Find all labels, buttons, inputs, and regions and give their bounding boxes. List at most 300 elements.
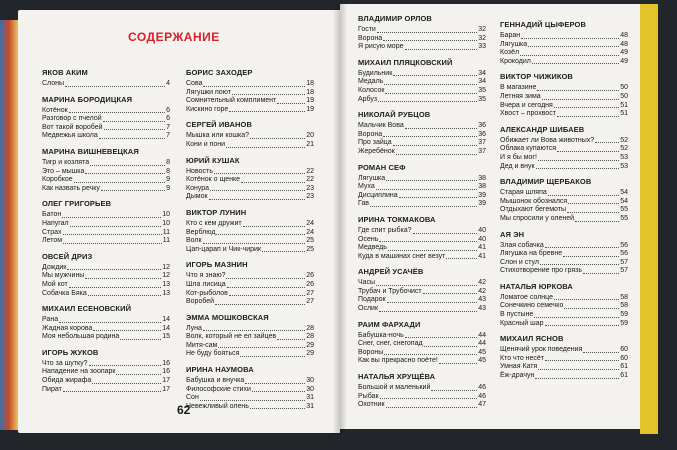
dot-leader [70,226,162,227]
entry-page-number: 23 [306,193,314,201]
dot-leader [277,339,305,340]
dot-leader [203,243,306,244]
toc-entry [500,84,628,93]
entry-page-number: 41 [478,244,486,252]
toc-entry [186,403,314,412]
entry-page-number: 38 [478,183,486,191]
entry-page-number: 33 [478,43,486,51]
toc-entry [358,70,486,79]
entry-page-number: 54 [620,197,628,205]
author-name: МИХАИЛ ЯСНОВ [500,334,564,344]
toc-entry [358,244,486,253]
toc-entry [500,102,628,111]
entry-title: Обида жирафа [42,377,92,385]
entry-title: Сонечкино семечко [500,302,564,310]
toc-entry [42,386,170,395]
entry-title: Ворона [358,130,383,138]
entry-page-number: 28 [306,333,314,341]
entry-title: Гости [358,26,376,33]
dot-leader [85,278,161,279]
author-name: ВЛАДИМИР ОРЛОВ [358,14,432,23]
entry-title: Летняя зима [500,92,541,100]
toc-column-1 [42,68,170,400]
page-number: 62 [177,403,191,417]
entry-title: В пустыне [500,311,534,319]
toc-entry [500,294,628,303]
toc-entry [42,281,170,290]
toc-entry [186,237,314,246]
entry-title: Кто с кем дружит [186,219,242,227]
entry-page-number: 28 [306,324,314,332]
dot-leader [69,287,161,288]
toc-column-4 [500,20,628,387]
entry-title: Лягушка на бревне [500,250,563,258]
entry-title: Колосок [358,86,385,94]
entry-page-number: 58 [620,293,628,301]
dot-leader [59,322,161,323]
entry-title: Что за шутку? [42,359,88,367]
toc-author-block [358,267,486,313]
toc-entry [42,290,170,299]
entry-title: Сон [186,394,199,402]
author-name: ГЕННАДИЙ ЦЫФЕРОВ [500,20,586,29]
toc-entry [500,242,628,251]
toc-author-block [358,215,486,261]
entry-title: Вчера и сегодня [500,101,553,109]
entry-title: Верблюд [186,228,216,236]
entry-title: Мальчик Вова [358,122,404,130]
dot-leader [370,206,477,207]
entry-title: Лягушки поют [186,88,231,96]
toc-entry [42,107,170,116]
dot-leader [386,180,477,181]
toc-entry [42,316,170,325]
toc-entry [500,110,628,119]
entry-title: Кот-рыболов [186,289,228,297]
toc-author-block [358,58,486,104]
toc-entry [358,349,486,358]
entry-title: Кони и пони [186,140,226,148]
dot-leader [583,273,619,274]
dot-leader [537,90,619,91]
entry-page-number: 22 [306,167,314,175]
dot-leader [563,256,619,257]
entry-page-number: 23 [306,184,314,192]
entry-title: Щенячий урок поведения [500,346,583,354]
dot-leader [385,93,477,94]
toc-entry [186,132,314,141]
entry-page-number: 8 [166,167,170,175]
entry-page-number: 47 [478,401,486,409]
toc-entry [186,141,314,150]
entry-title: Дождик [42,263,67,271]
dot-leader [226,147,305,148]
toc-entry [186,281,314,290]
toc-entry [358,148,486,157]
entry-page-number: 24 [306,228,314,236]
toc-author-block [186,68,314,114]
entry-page-number: 55 [620,214,628,222]
dot-leader [557,116,619,117]
entry-page-number: 44 [478,331,486,339]
entry-page-number: 48 [620,32,628,39]
entry-title: Летом [42,237,63,245]
dot-leader [554,299,619,300]
entry-title: Медаль [358,78,384,86]
entry-title: Обижает ли Вова животных? [500,136,595,144]
entry-title: Часы [358,279,376,287]
author-name: АЯ ЭН [500,229,525,239]
dot-leader [67,269,161,270]
entry-title: Хвост – прохвост [500,110,556,118]
toc-entry [42,229,170,238]
entry-page-number: 41 [478,252,486,260]
dot-leader [548,195,619,196]
toc-entry [42,360,170,369]
author-name: ИРИНА НАУМОВА [186,365,254,375]
dot-leader [388,250,477,251]
entry-page-number: 9 [166,176,170,184]
author-name: АНДРЕЙ УСАЧЁВ [358,267,424,277]
dot-leader [120,339,161,340]
entry-page-number: 59 [620,311,628,319]
dot-leader [545,325,620,326]
author-name: ЮРИЙ КУШАК [186,155,240,165]
dot-leader [62,217,161,218]
entry-page-number: 8 [166,158,170,166]
author-name: МАРИНА ВИШНЕВЕЦКАЯ [42,146,139,156]
toc-author-block [500,230,628,276]
dot-leader [376,189,477,190]
toc-entry [500,32,628,41]
entry-page-number: 35 [478,86,486,94]
toc-entry [42,185,170,194]
dot-leader [65,86,165,87]
entry-title: Где спит рыбка? [358,226,412,234]
entry-page-number: 55 [620,206,628,214]
entry-title: Нападение на зоопарк [42,368,116,376]
entry-title: Медведь [358,244,387,252]
dot-leader [216,234,305,235]
entry-title: Лягушка [358,174,386,182]
toc-entry [500,93,628,102]
toc-entry [358,227,486,236]
toc-column-3 [358,14,486,416]
entry-page-number: 59 [620,319,628,327]
entry-page-number: 40 [478,235,486,243]
dot-leader [63,243,162,244]
entry-page-number: 43 [478,305,486,313]
entry-title: Новость [186,167,213,175]
author-name: РОМАН СЕФ [358,162,406,172]
author-name: ЯКОВ АКИМ [42,68,88,77]
dot-leader [383,40,477,41]
toc-entry [186,386,314,395]
dot-leader [379,311,477,312]
author-name: ИГОРЬ МАЗНИН [186,260,248,270]
dot-leader [90,165,165,166]
entry-title: Я рисую море [358,43,404,51]
author-name: БОРИС ЗАХОДЕР [186,68,253,77]
dot-leader [232,94,305,95]
entry-title: Облака купаются [500,145,557,153]
dot-leader [405,128,477,129]
toc-entry [186,185,314,194]
toc-entry [186,246,314,255]
dot-leader [229,111,305,112]
entry-page-number: 13 [162,280,170,288]
dot-leader [387,302,478,303]
entry-title: Моя небольшая родина [42,333,120,341]
entry-title: Воробей [186,298,215,306]
toc-entry [42,368,170,377]
dot-leader [99,138,165,139]
dot-leader [92,383,161,384]
entry-title: Цап-царап и Чик-чирик [186,245,262,253]
toc-entry [500,320,628,329]
entry-page-number: 12 [162,272,170,280]
author-name: МИХАИЛ ЕСЕНОВСКИЙ [42,304,132,314]
toc-entry [42,176,170,185]
entry-page-number: 18 [306,80,314,87]
toc-entry [358,384,486,393]
dot-leader [88,295,161,296]
toc-entry [358,183,486,192]
dot-leader [446,258,477,259]
entry-page-number: 61 [620,372,628,380]
entry-page-number: 20 [306,132,314,140]
dot-leader [229,295,305,296]
toc-entry [500,372,628,381]
entry-page-number: 50 [620,84,628,92]
toc-entry [500,355,628,364]
entry-title: Кто что несёт [500,354,545,362]
dot-leader [218,347,305,348]
toc-author-block [358,163,486,209]
entry-page-number: 22 [306,176,314,184]
entry-title: Рана [42,316,59,324]
toc-entry [42,325,170,334]
entry-title: В магазине [500,84,537,92]
entry-title: Слоны [42,80,65,87]
entry-page-number: 49 [620,57,628,65]
toc-entry [358,35,486,44]
toc-author-block [500,72,628,118]
entry-page-number: 60 [620,354,628,362]
dot-leader [245,383,305,384]
toc-entry [358,26,486,35]
toc-entry [358,279,486,288]
entry-page-number: 35 [478,95,486,103]
entry-title: Вороны [358,348,384,356]
toc-entry [358,175,486,184]
entry-page-number: 6 [166,115,170,123]
entry-title: Старая шляпа [500,189,547,197]
entry-page-number: 36 [478,122,486,130]
toc-entry [358,43,486,52]
entry-page-number: 46 [478,384,486,392]
toc-author-block [358,14,486,52]
entry-page-number: 19 [306,105,314,113]
toc-entry [186,272,314,281]
author-name: СЕРГЕЙ ИВАНОВ [186,120,252,130]
dot-leader [74,182,165,183]
entry-title: Злая собачка [500,241,544,249]
dot-leader [63,391,161,392]
dot-leader [393,145,478,146]
toc-author-block [42,199,170,245]
entry-title: Большой и маленький [358,384,431,392]
toc-entry [358,139,486,148]
dot-leader [89,365,162,366]
entry-title: Разговор с пчелой [42,115,102,123]
entry-page-number: 45 [478,348,486,356]
toc-entry [186,377,314,386]
toc-entry [186,220,314,229]
toc-column-2 [186,68,314,417]
entry-page-number: 53 [620,153,628,161]
dot-leader [377,32,477,33]
dot-leader [378,101,477,102]
entry-page-number: 14 [162,316,170,324]
entry-page-number: 57 [620,258,628,266]
dot-leader [538,160,619,161]
entry-title: Дед и внук [500,162,535,170]
toc-author-block [186,208,314,254]
dot-leader [203,330,305,331]
entry-title: Отдыхают бегемоты [500,206,567,214]
toc-entry [42,211,170,220]
dot-leader [214,173,305,174]
dot-leader [384,354,477,355]
entry-page-number: 49 [620,49,628,57]
entry-title: Умная Катя [500,363,538,371]
entry-title: Гав [358,200,370,208]
dot-leader [227,287,306,288]
dot-leader [542,99,620,100]
toc-author-block [500,125,628,171]
toc-entry [42,115,170,124]
author-name: РАИМ ФАРХАДИ [358,319,421,329]
dot-leader [241,182,305,183]
toc-entry [186,176,314,185]
toc-entry [186,229,314,238]
entry-page-number: 54 [620,189,628,197]
dot-leader [250,408,305,409]
dot-leader [545,247,619,248]
entry-title: Волк, который не ел зайцев [186,333,277,341]
entry-page-number: 51 [620,101,628,109]
toc-entry [358,288,486,297]
entry-page-number: 7 [166,123,170,131]
toc-author-block [42,348,170,394]
dot-leader [200,400,305,401]
dot-leader [103,121,165,122]
entry-title: Подарок [358,296,386,304]
entry-title: Ёж-драчун [500,372,535,380]
dot-leader [243,226,306,227]
dot-leader [380,398,478,399]
dot-leader [396,154,478,155]
entry-page-number: 61 [620,363,628,371]
toc-entry [500,363,628,372]
entry-title: Тигр и козлята [42,158,90,166]
toc-author-block [358,320,486,366]
toc-author-block [186,120,314,149]
toc-entry [42,333,170,342]
entry-title: Сова [186,80,203,87]
toc-entry [358,236,486,245]
toc-entry [42,272,170,281]
entry-page-number: 53 [620,162,628,170]
dot-leader [93,330,161,331]
entry-title: Как вы прекрасно поёте! [358,357,438,365]
toc-entry [186,97,314,106]
entry-title: Стихотворение про грязь [500,267,583,275]
dot-leader [277,103,305,104]
toc-entry [500,346,628,355]
entry-page-number: 56 [620,250,628,258]
author-name: ОЛЕГ ГРИГОРЬЕВ [42,199,112,209]
entry-page-number: 39 [478,191,486,199]
toc-entry [358,200,486,209]
dot-leader [532,63,619,64]
entry-page-number: 37 [478,147,486,155]
toc-entry [500,206,628,215]
entry-page-number: 38 [478,174,486,182]
entry-page-number: 40 [478,226,486,234]
entry-page-number: 13 [162,289,170,297]
toc-entry [358,357,486,366]
entry-title: Бабушка и внучка [186,377,245,385]
entry-page-number: 16 [162,359,170,367]
entry-page-number: 9 [166,184,170,192]
entry-page-number: 24 [306,219,314,227]
toc-entry [186,394,314,403]
dot-leader [226,278,305,279]
dot-leader [431,390,477,391]
dot-leader [538,369,619,370]
entry-page-number: 56 [620,241,628,249]
toc-author-block [42,147,170,193]
dot-leader [575,221,619,222]
toc-entry [186,106,314,115]
entry-title: Про зайца [358,139,392,147]
entry-title: Шла лисица [186,280,226,288]
dot-leader [209,199,306,200]
author-name: ИРИНА ТОКМАКОВА [358,214,436,224]
toc-entry [500,189,628,198]
author-name: АЛЕКСАНДР ШИБАЕВ [500,124,585,134]
toc-author-block [42,304,170,342]
toc-author-block [500,20,628,66]
dot-leader [104,129,166,130]
entry-page-number: 57 [620,267,628,275]
entry-page-number: 30 [306,377,314,385]
author-name: МАРИНА БОРОДИЦКАЯ [42,94,133,104]
toc-entry [42,124,170,133]
entry-title: Вот такой воробей [42,123,103,131]
toc-entry [42,132,170,141]
toc-author-block [42,68,170,89]
dot-leader [424,346,478,347]
entry-title: Лягушка [500,40,528,48]
entry-page-number: 26 [306,272,314,280]
entry-title: Сомнительный комплимент [186,97,277,105]
entry-page-number: 31 [306,394,314,402]
entry-title: Луна [186,324,202,332]
toc-entry [358,253,486,262]
